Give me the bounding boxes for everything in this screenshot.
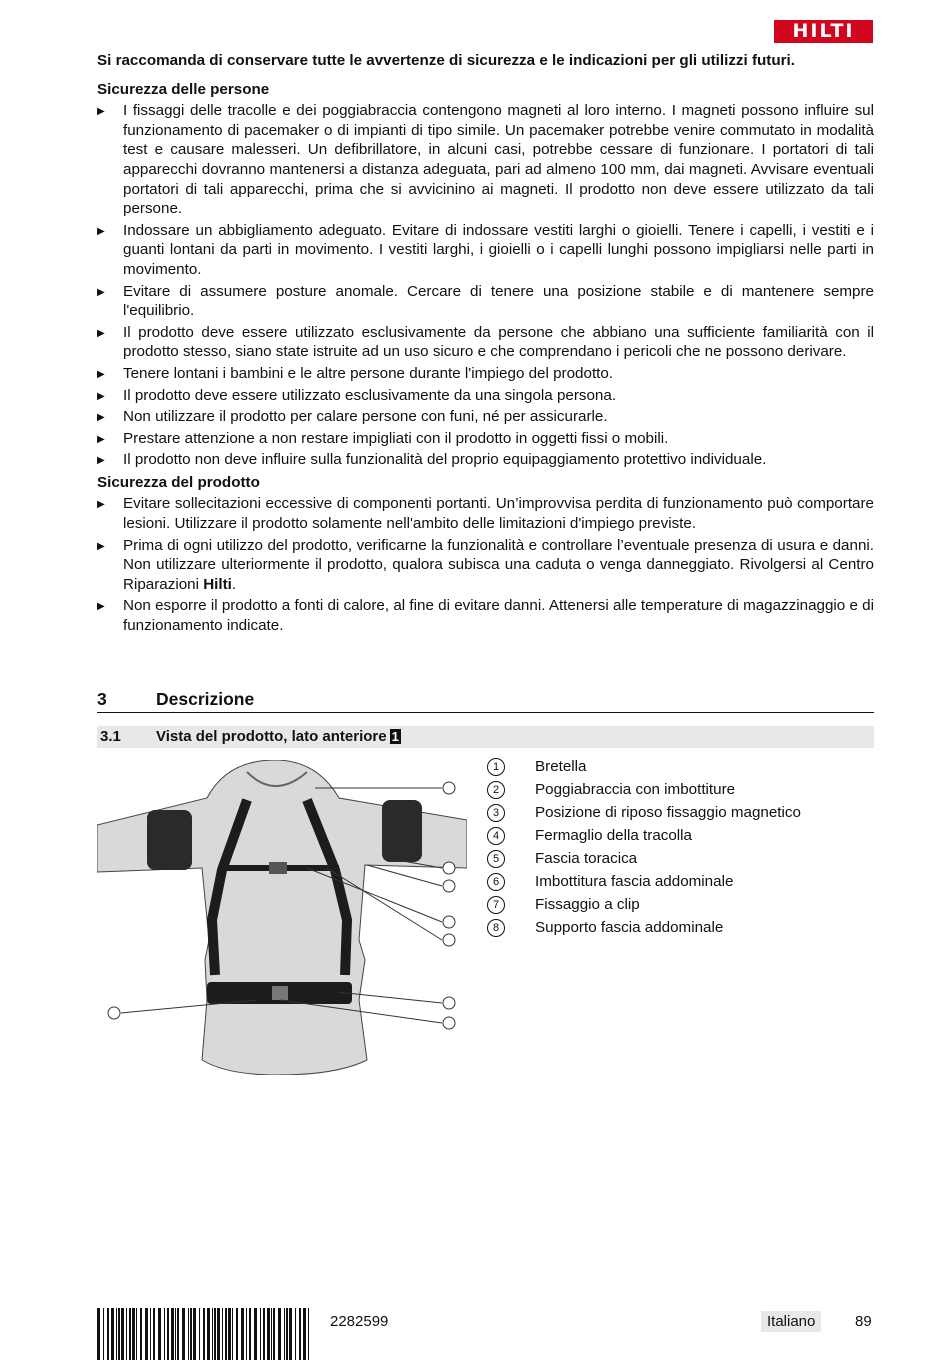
legend-item: 8 Supporto fascia addominale [487, 918, 867, 941]
bullet-icon: ▶ [97, 327, 105, 339]
page-footer [97, 1308, 874, 1360]
bullet-icon: ▶ [97, 106, 105, 118]
list-item: ▶ Non utilizzare il prodotto per calare persone con funi, né per assicurarle. [97, 407, 874, 427]
subsection-heading [97, 726, 874, 748]
list-item: ▶ Indossare un abbigliamento adeguato. Evitare di indossare vestiti larghi o gioielli. Tenere i capelli, i vestiti e i guanti lontani da parti in movimento. I vestiti larghi, i gioielli o i capelli lunghi possono impigliarsi nelle parti in movimento. [97, 221, 874, 278]
list-item: ▶ Non esporre il prodotto a fonti di calore, al fine di evitare danni. Attenersi alle temperature di magazzinaggio e di funzionamento indicate. [97, 597, 874, 635]
list-item: ▶ Tenere lontani i bambini e le altre persone durante l'impiego del prodotto. [97, 364, 874, 384]
bullet-icon: ▶ [97, 225, 105, 237]
subsection-title: Vista del prodotto, lato anteriore 1 [156, 728, 399, 745]
list-item: ▶ Prima di ogni utilizzo del prodotto, verificarne la funzionalità e controllare l’eventuale presenza di usura e danni. Non utilizzare ulteriormente il prodotto, qualora subisca una caduta o venga danneggiato. Rivolgersi al Centro Riparazioni Hilti. [97, 536, 874, 593]
language-label: Italiano [761, 1311, 821, 1332]
bullet-icon: ▶ [97, 390, 105, 402]
legend-item: 1 Bretella [487, 757, 867, 780]
person-safety-heading: Sicurezza delle persone [97, 80, 270, 98]
harness-illustration [97, 760, 467, 1075]
section-number: 3 [97, 689, 107, 709]
legend-item: 6 Imbottitura fascia addominale [487, 872, 867, 895]
bullet-icon: ▶ [97, 601, 105, 613]
brand-name: Hilti [203, 575, 232, 593]
document-number: 2282599 [330, 1313, 389, 1330]
legend-item: 2 Poggiabraccia con imbottiture [487, 780, 867, 803]
safety-text [97, 51, 874, 639]
intro-text: Si raccomanda di conservare tutte le avvertenze di sicurezza e le indicazioni per gli utilizzi futuri. [97, 52, 795, 69]
legend-item: 7 Fissaggio a clip [487, 895, 867, 918]
hilti-logo: HILTI [774, 20, 873, 43]
barcode-icon [97, 1308, 311, 1360]
bullet-icon: ▶ [97, 540, 105, 552]
list-item: ▶ Evitare di assumere posture anomale. Cercare di tenere una posizione stabile e di mantenere sempre l'equilibrio. [97, 282, 874, 320]
list-item: ▶ Il prodotto deve essere utilizzato esclusivamente da una singola persona. [97, 386, 874, 406]
figure-ref-badge: 1 [391, 729, 399, 744]
bullet-icon: ▶ [97, 499, 105, 511]
bullet-icon: ▶ [97, 433, 105, 445]
section-title: Descrizione [156, 689, 255, 709]
page-number: 89 [855, 1313, 872, 1330]
subsection-number: 3.1 [100, 728, 121, 745]
legend-item: 3 Posizione di riposo fissaggio magnetico [487, 803, 867, 826]
list-item: ▶ I fissaggi delle tracolle e dei poggiabraccia contengono magneti al loro interno. I magneti possono influire sul funzionamento di pacemaker o di impianti di tipo simile. Un pacemaker potrebbe venire commutato in modalità test e causare malesseri. Un defibrillatore, in alcuni casi, potrebbe cessare di funzionare. I portatori di tali apparecchi dovranno mantenersi a distanza adeguata, pari ad almeno 100 mm, dai magneti. Avvisare eventuali portatori di tali apparecchi, prima che si avvicinino ai magneti. Il prodotto non deve essere utilizzato da tali persone. [97, 102, 874, 218]
section-heading [97, 688, 874, 713]
bullet-icon: ▶ [97, 412, 105, 424]
bullet-icon: ▶ [97, 455, 105, 467]
figure-legend [487, 757, 867, 941]
bullet-icon: ▶ [97, 286, 105, 298]
list-item: ▶ Il prodotto non deve influire sulla funzionalità del proprio equipaggiamento protettivo individuale. [97, 450, 874, 470]
list-item: ▶ Il prodotto deve essere utilizzato esclusivamente da persone che abbiano una sufficiente familiarità con il prodotto stesso, siano state istruite ad un uso sicuro e che comprendano i pericoli che ne possono derivare. [97, 323, 874, 361]
person-safety-list [97, 101, 874, 470]
legend-item: 4 Fermaglio della tracolla [487, 826, 867, 849]
legend-item: 5 Fascia toracica [487, 849, 867, 872]
right-arm-pad [382, 800, 422, 862]
list-item: ▶ Prestare attenzione a non restare impigliati con il prodotto in oggetti fissi o mobili. [97, 429, 874, 449]
product-safety-heading: Sicurezza del prodotto [97, 473, 260, 491]
left-arm-pad [147, 810, 192, 870]
product-safety-list [97, 494, 874, 635]
list-item: ▶ Evitare sollecitazioni eccessive di componenti portanti. Un’improvvisa perdita di funzionamento può comportare lesioni. Utilizzare il prodotto solamente nell'ambito delle limitazioni d'impiego previste. [97, 495, 874, 533]
bullet-icon: ▶ [97, 368, 105, 380]
harness-drawing [97, 760, 467, 1075]
